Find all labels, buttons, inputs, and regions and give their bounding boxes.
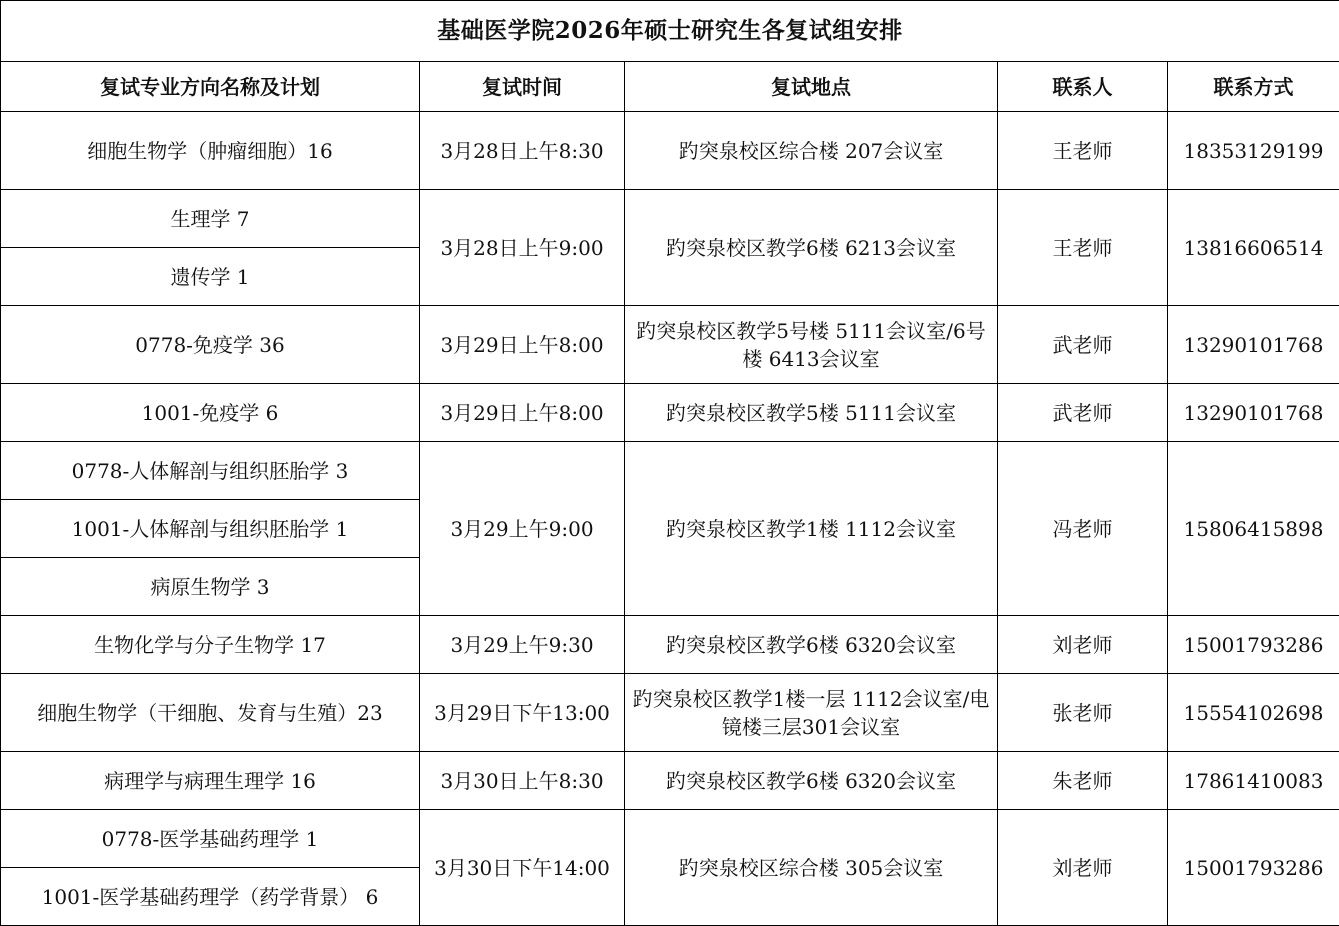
phone-cell: 15554102698 (1168, 674, 1339, 752)
contact-cell: 张老师 (998, 674, 1168, 752)
table-row (1, 384, 1339, 442)
major-cell: 0778-免疫学 36 (1, 306, 420, 384)
contact-cell: 武老师 (998, 306, 1168, 384)
contact-cell: 朱老师 (998, 752, 1168, 810)
phone-cell: 15806415898 (1168, 442, 1339, 616)
contact-cell: 刘老师 (998, 616, 1168, 674)
place-cell: 趵突泉校区教学1楼一层 1112会议室/电镜楼三层301会议室 (625, 674, 998, 752)
major-cell: 1001-免疫学 6 (1, 384, 420, 442)
table-row (1, 752, 1339, 810)
major-cell: 病理学与病理生理学 16 (1, 752, 420, 810)
time-cell: 3月29日上午8:00 (420, 306, 625, 384)
place-cell: 趵突泉校区教学6楼 6213会议室 (625, 190, 998, 306)
header-contact: 联系人 (998, 62, 1168, 112)
header-place: 复试地点 (625, 62, 998, 112)
table-row (1, 674, 1339, 752)
table-row (1, 442, 1339, 500)
header-time: 复试时间 (420, 62, 625, 112)
table-row (1, 810, 1339, 868)
contact-cell: 王老师 (998, 190, 1168, 306)
place-cell: 趵突泉校区教学6楼 6320会议室 (625, 616, 998, 674)
place-cell: 趵突泉校区教学6楼 6320会议室 (625, 752, 998, 810)
table-row (1, 616, 1339, 674)
phone-cell: 15001793286 (1168, 810, 1339, 926)
place-cell: 趵突泉校区综合楼 207会议室 (625, 112, 998, 190)
phone-cell: 18353129199 (1168, 112, 1339, 190)
major-cell: 0778-人体解剖与组织胚胎学 3 (1, 442, 420, 500)
place-cell: 趵突泉校区教学5号楼 5111会议室/6号楼 6413会议室 (625, 306, 998, 384)
time-cell: 3月30日下午14:00 (420, 810, 625, 926)
major-cell: 病原生物学 3 (1, 558, 420, 616)
table-row (1, 190, 1339, 248)
place-cell: 趵突泉校区教学1楼 1112会议室 (625, 442, 998, 616)
phone-cell: 13290101768 (1168, 384, 1339, 442)
time-cell: 3月28日上午9:00 (420, 190, 625, 306)
time-cell: 3月28日上午8:30 (420, 112, 625, 190)
table-row (1, 112, 1339, 190)
major-cell: 细胞生物学（肿瘤细胞）16 (1, 112, 420, 190)
contact-cell: 刘老师 (998, 810, 1168, 926)
contact-cell: 王老师 (998, 112, 1168, 190)
phone-cell: 17861410083 (1168, 752, 1339, 810)
header-major: 复试专业方向名称及计划 (1, 62, 420, 112)
major-cell: 1001-医学基础药理学（药学背景） 6 (1, 868, 420, 926)
header-phone: 联系方式 (1168, 62, 1339, 112)
major-cell: 0778-医学基础药理学 1 (1, 810, 420, 868)
phone-cell: 13290101768 (1168, 306, 1339, 384)
major-cell: 1001-人体解剖与组织胚胎学 1 (1, 500, 420, 558)
major-cell: 生物化学与分子生物学 17 (1, 616, 420, 674)
phone-cell: 13816606514 (1168, 190, 1339, 306)
place-cell: 趵突泉校区综合楼 305会议室 (625, 810, 998, 926)
time-cell: 3月29日上午8:00 (420, 384, 625, 442)
major-cell: 生理学 7 (1, 190, 420, 248)
major-cell: 细胞生物学（干细胞、发育与生殖）23 (1, 674, 420, 752)
table-row (1, 306, 1339, 384)
time-cell: 3月29日下午13:00 (420, 674, 625, 752)
phone-cell: 15001793286 (1168, 616, 1339, 674)
time-cell: 3月30日上午8:30 (420, 752, 625, 810)
place-cell: 趵突泉校区教学5楼 5111会议室 (625, 384, 998, 442)
contact-cell: 冯老师 (998, 442, 1168, 616)
time-cell: 3月29上午9:00 (420, 442, 625, 616)
contact-cell: 武老师 (998, 384, 1168, 442)
major-cell: 遗传学 1 (1, 248, 420, 306)
time-cell: 3月29上午9:30 (420, 616, 625, 674)
table-title: 基础医学院2026年硕士研究生各复试组安排 (1, 1, 1339, 62)
